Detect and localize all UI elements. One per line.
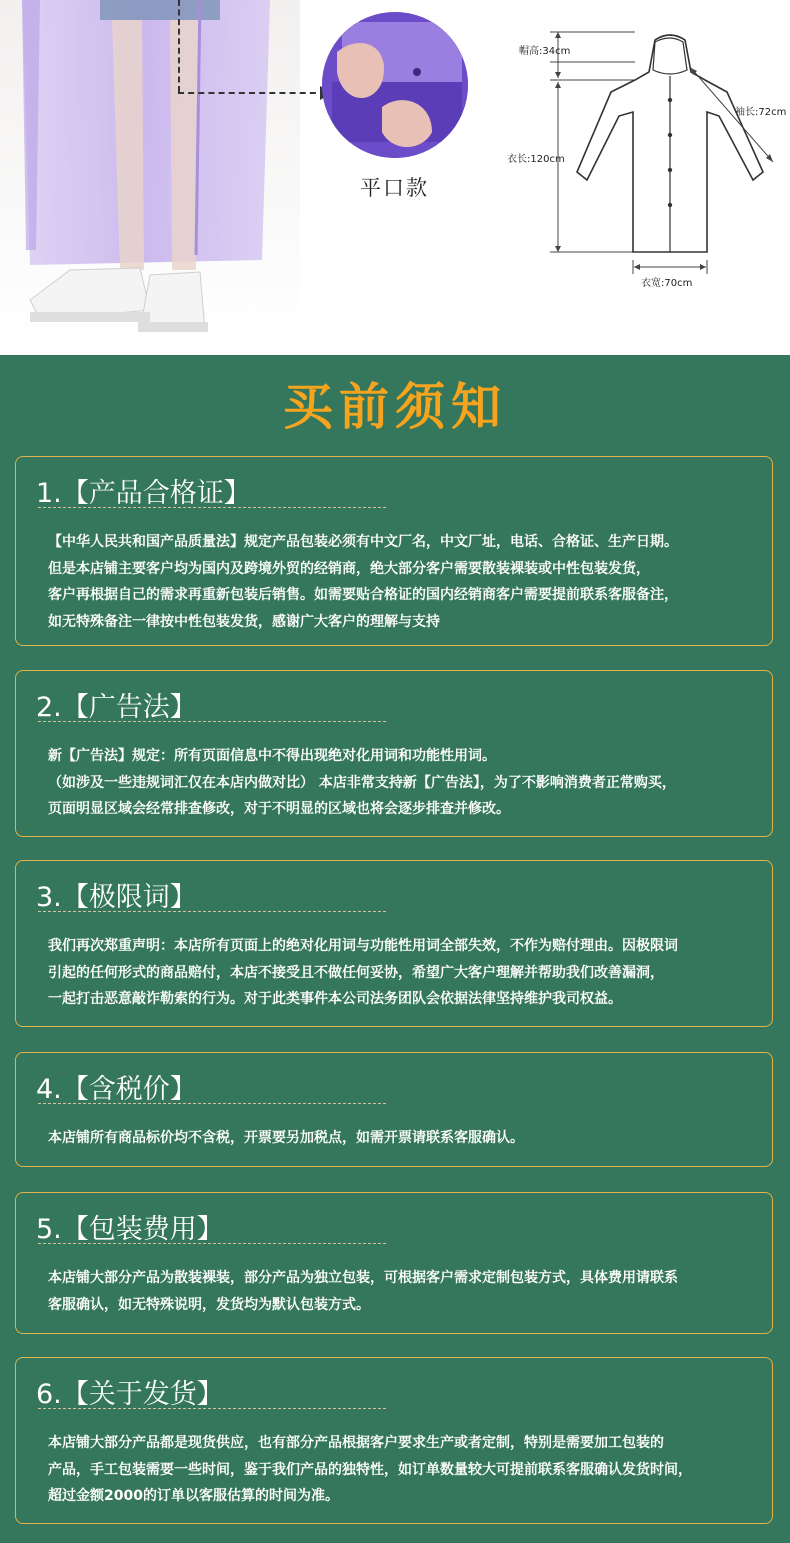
card-text-line: 但是本店铺主要客户均为国内及跨境外贸的经销商，绝大部分客户需要散装裸装或中性包装发货， <box>48 560 650 577</box>
card-text-line: 产品，手工包装需要一些时间，鉴于我们产品的独特性，如订单数量较大可提前联系客服确认发货时间， <box>48 1461 692 1478</box>
card-divider <box>38 507 386 508</box>
card-heading: 1.【产品合格证】 <box>36 478 251 509</box>
card-text-line: 引起的任何形式的商品赔付，本店不接受且不做任何妥协，希望广大客户理解并帮助我们改善漏洞， <box>48 964 664 981</box>
card-text-line: 客服确认，如无特殊说明，发货均为默认包装方式。 <box>48 1296 370 1313</box>
card-text-line: 如无特殊备注一律按中性包装发货，感谢广大客户的理解与支持 <box>48 613 440 630</box>
card-heading: 2.【广告法】 <box>36 692 197 723</box>
card-text-line: 新【广告法】规定：所有页面信息中不得出现绝对化用词和功能性用词。 <box>48 748 496 764</box>
card-divider <box>38 1408 386 1409</box>
card-text-line: 我们再次郑重声明：本店所有页面上的绝对化用词与功能性用词全部失效，不作为赔付理由。因极限词 <box>48 938 678 954</box>
size-diagram <box>505 20 790 295</box>
notice-card-shipping <box>15 1357 773 1524</box>
card-body <box>48 1265 766 1318</box>
card-text-line: 【中华人民共和国产品质量法】规定产品包装必须有中文厂名，中文厂址，电话、合格证、生产日期。 <box>48 534 678 550</box>
model-photo <box>0 0 300 340</box>
sleeve-length-label: 袖长:72cm <box>735 107 787 118</box>
card-heading: 5.【包装费用】 <box>36 1214 224 1245</box>
notice-card-superlatives <box>15 860 773 1027</box>
hood-height-label: 帽高:34cm <box>519 46 571 57</box>
notice-card-certificate <box>15 456 773 646</box>
purchase-notice-section <box>0 355 790 1543</box>
body-width-label: 衣宽:70cm <box>641 278 693 289</box>
notice-title: 买前须知 <box>283 378 507 436</box>
card-heading: 4.【含税价】 <box>36 1074 197 1105</box>
card-divider <box>38 1103 386 1104</box>
card-text-line: 客户再根据自己的需求再重新包装后销售。如需要贴合格证的国内经销商客户需要提前联系客服备注， <box>48 587 678 603</box>
card-divider <box>38 721 386 722</box>
notice-card-advertising-law <box>15 670 773 837</box>
notice-card-packaging <box>15 1192 773 1334</box>
card-text-line: 本店铺大部分产品为散装裸装，部分产品为独立包装，可根据客户需求定制包装方式，具体费用请联系 <box>48 1270 678 1286</box>
card-heading: 3.【极限词】 <box>36 882 197 913</box>
pointer-line-vertical <box>178 0 180 92</box>
body-length-label: 衣长:120cm <box>507 154 565 165</box>
card-divider <box>38 1243 386 1244</box>
card-body <box>48 933 766 1013</box>
cuff-detail-image <box>322 12 468 158</box>
detail-label: 平口款 <box>360 176 429 200</box>
product-strip <box>0 0 790 355</box>
pointer-line <box>178 92 326 94</box>
card-body <box>48 743 766 823</box>
card-heading: 6.【关于发货】 <box>36 1379 224 1410</box>
card-text-line: 本店铺所有商品标价均不含税，开票要另加税点，如需开票请联系客服确认。 <box>48 1130 524 1146</box>
card-divider <box>38 911 386 912</box>
card-body <box>48 1125 766 1152</box>
notice-card-tax <box>15 1052 773 1167</box>
card-text-line: （如涉及一些违规词汇仅在本店内做对比） 本店非常支持新【广告法】，为了不影响消费者正常购买， <box>48 774 676 791</box>
card-text-line: 本店铺大部分产品都是现货供应，也有部分产品根据客户要求生产或者定制，特别是需要加工包装的 <box>48 1435 664 1451</box>
card-text-line: 一起打击恶意敲诈勒索的行为。对于此类事件本公司法务团队会依据法律坚持维护我司权益。 <box>48 991 622 1007</box>
card-text-line: 超过金额2000的订单以客服估算的时间为准。 <box>48 1488 339 1504</box>
card-body <box>48 1430 766 1510</box>
card-text-line: 页面明显区域会经常排查修改，对于不明显的区域也将会逐步排查并修改。 <box>48 801 510 817</box>
card-body <box>48 529 766 635</box>
